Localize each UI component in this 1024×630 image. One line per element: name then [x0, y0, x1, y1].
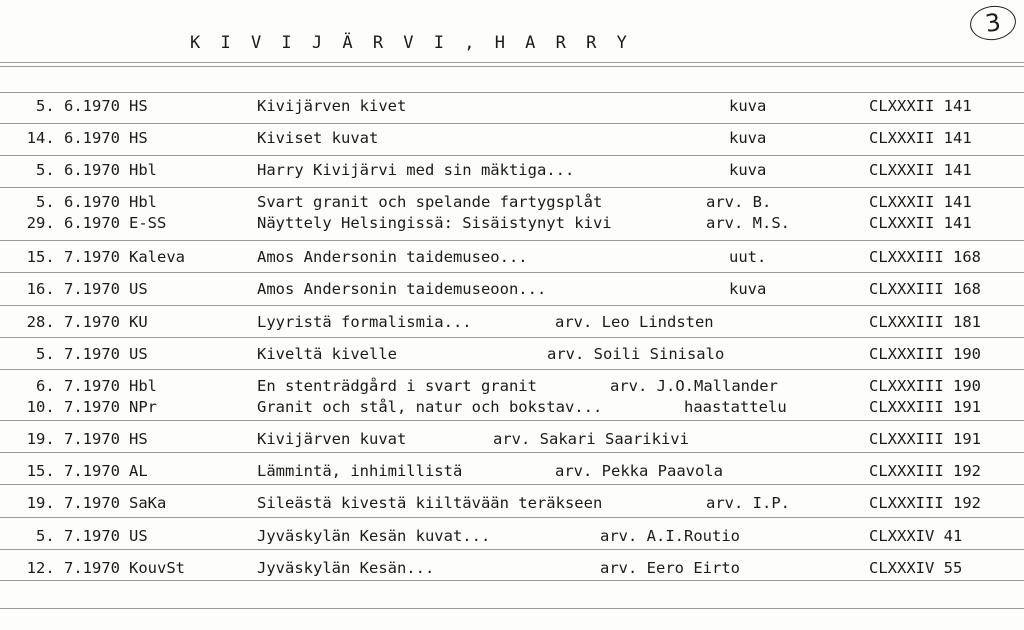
entry-type: arv. Eero Eirto — [600, 559, 740, 577]
entry-reference: CLXXXII 141 — [869, 214, 972, 232]
entry-date: 10. 7.1970 — [26, 398, 120, 416]
entry-source: KU — [129, 313, 148, 331]
entry-row — [0, 280, 1024, 302]
entry-reference: CLXXXIII 192 — [869, 462, 981, 480]
row-rule — [0, 608, 1024, 609]
entry-type: arv. M.S. — [706, 214, 790, 232]
entry-title: En stenträdgård i svart granit — [257, 377, 537, 395]
entry-reference: CLXXXIII 168 — [869, 248, 981, 266]
entry-title: Lyyristä formalismia... — [257, 313, 472, 331]
entry-reference: CLXXXII 141 — [869, 161, 972, 179]
entry-date: 15. 7.1970 — [26, 248, 120, 266]
entry-row — [0, 129, 1024, 151]
row-rule — [0, 337, 1024, 338]
divider — [0, 66, 1024, 67]
entry-date: 5. 6.1970 — [36, 161, 120, 179]
entry-source: E-SS — [129, 214, 167, 232]
row-rule — [0, 187, 1024, 188]
entry-title: Kiviset kuvat — [257, 129, 379, 147]
entry-reference: CLXXXIII 191 — [869, 398, 981, 416]
divider — [0, 62, 1024, 63]
entry-title: Harry Kivijärvi med sin mäktiga... — [257, 161, 575, 179]
entry-reference: CLXXXIV 55 — [869, 559, 963, 577]
entry-source: US — [129, 345, 148, 363]
entry-reference: CLXXXIII 190 — [869, 377, 981, 395]
entry-title: Näyttely Helsingissä: Sisäistynyt kivi — [257, 214, 612, 232]
entry-row — [0, 313, 1024, 335]
entry-date: 15. 7.1970 — [26, 462, 120, 480]
card-title: K I V I J Ä R V I , H A R R Y — [190, 33, 632, 53]
row-rule — [0, 517, 1024, 518]
entry-reference: CLXXXII 141 — [869, 129, 972, 147]
entry-row — [0, 559, 1024, 581]
entry-row — [0, 345, 1024, 367]
entry-type: arv. B. — [706, 193, 772, 211]
entry-source: US — [129, 280, 148, 298]
row-rule — [0, 123, 1024, 124]
entry-date: 16. 7.1970 — [26, 280, 120, 298]
entry-source: KouvSt — [129, 559, 185, 577]
entry-source: NPr — [129, 398, 157, 416]
entry-date: 5. 6.1970 — [36, 97, 120, 115]
entry-reference: CLXXXIII 190 — [869, 345, 981, 363]
entry-row — [0, 398, 1024, 420]
entry-type: haastattelu — [684, 398, 787, 416]
entry-type: arv. Sakari Saarikivi — [493, 430, 689, 448]
entry-date: 12. 7.1970 — [26, 559, 120, 577]
entry-source: AL — [129, 462, 148, 480]
entry-source: US — [129, 527, 148, 545]
entry-title: Kivijärven kivet — [257, 97, 407, 115]
entry-date: 5. 6.1970 — [36, 193, 120, 211]
entry-title: Svart granit och spelande fartygsplåt — [257, 193, 603, 211]
entry-title: Granit och stål, natur och bokstav... — [257, 398, 603, 416]
entry-date: 19. 7.1970 — [26, 430, 120, 448]
entry-date: 29. 6.1970 — [26, 214, 120, 232]
entry-row — [0, 494, 1024, 516]
entry-reference: CLXXXIII 168 — [869, 280, 981, 298]
entry-type: arv. A.I.Routio — [600, 527, 740, 545]
entry-row — [0, 193, 1024, 215]
entry-type: kuva — [729, 280, 767, 298]
entry-date: 28. 7.1970 — [26, 313, 120, 331]
entry-row — [0, 527, 1024, 549]
row-rule — [0, 155, 1024, 156]
entry-row — [0, 248, 1024, 270]
entry-source: Hbl — [129, 377, 157, 395]
row-rule — [0, 452, 1024, 453]
entry-title: Lämmintä, inhimillistä — [257, 462, 463, 480]
entry-type: kuva — [729, 97, 767, 115]
entry-type: arv. Pekka Paavola — [555, 462, 723, 480]
entry-type: kuva — [729, 129, 767, 147]
row-rule — [0, 484, 1024, 485]
entry-type: arv. Leo Lindsten — [555, 313, 714, 331]
entry-source: SaKa — [129, 494, 167, 512]
entry-row — [0, 430, 1024, 452]
entry-row — [0, 462, 1024, 484]
page-number-circle: 3 — [968, 3, 1018, 43]
entry-date: 14. 6.1970 — [26, 129, 120, 147]
entry-title: Amos Andersonin taidemuseoon... — [257, 280, 547, 298]
entry-date: 6. 7.1970 — [36, 377, 120, 395]
entry-title: Sileästä kivestä kiiltävään teräkseen — [257, 494, 603, 512]
entry-row — [0, 97, 1024, 119]
row-rule — [0, 240, 1024, 241]
row-rule — [0, 305, 1024, 306]
entry-title: Amos Andersonin taidemuseo... — [257, 248, 528, 266]
entry-source: HS — [129, 129, 148, 147]
entry-reference: CLXXXIII 192 — [869, 494, 981, 512]
entry-reference: CLXXXIV 41 — [869, 527, 963, 545]
entry-date: 5. 7.1970 — [36, 345, 120, 363]
row-rule — [0, 92, 1024, 93]
row-rule — [0, 420, 1024, 421]
entry-type: kuva — [729, 161, 767, 179]
entry-type: arv. Soili Sinisalo — [547, 345, 725, 363]
entry-type: arv. J.O.Mallander — [610, 377, 778, 395]
entry-source: HS — [129, 430, 148, 448]
row-rule — [0, 272, 1024, 273]
entry-row — [0, 214, 1024, 236]
entry-reference: CLXXXII 141 — [869, 193, 972, 211]
entry-reference: CLXXXIII 181 — [869, 313, 981, 331]
entry-title: Jyväskylän Kesän... — [257, 559, 435, 577]
row-rule — [0, 369, 1024, 370]
entry-title: Jyväskylän Kesän kuvat... — [257, 527, 491, 545]
entry-row — [0, 161, 1024, 183]
entry-source: Kaleva — [129, 248, 185, 266]
entry-source: Hbl — [129, 161, 157, 179]
entry-reference: CLXXXII 141 — [869, 97, 972, 115]
entry-type: arv. I.P. — [706, 494, 790, 512]
entry-date: 5. 7.1970 — [36, 527, 120, 545]
entry-title: Kivijärven kuvat — [257, 430, 407, 448]
entry-row — [0, 377, 1024, 399]
entry-source: HS — [129, 97, 148, 115]
entry-title: Kiveltä kivelle — [257, 345, 397, 363]
entry-date: 19. 7.1970 — [26, 494, 120, 512]
entry-reference: CLXXXIII 191 — [869, 430, 981, 448]
entry-source: Hbl — [129, 193, 157, 211]
row-rule — [0, 549, 1024, 550]
entry-type: uut. — [729, 248, 767, 266]
